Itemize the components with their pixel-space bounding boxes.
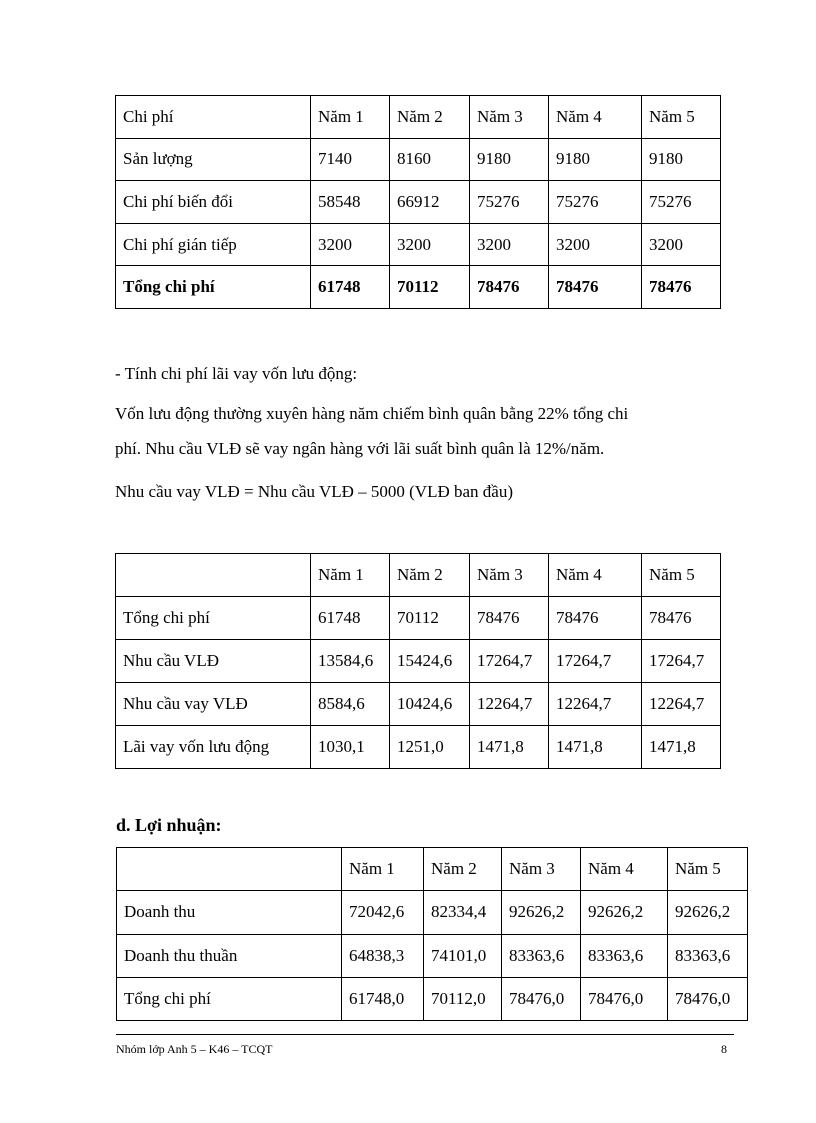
text-line: phí. Nhu cầu VLĐ sẽ vay ngân hàng với lãi suất bình quân là 12%/năm. [115,439,605,458]
table-cell: 1471,8 [549,726,642,769]
table-header-row [116,554,721,597]
header-cell: Năm 3 [470,96,549,139]
table-cell: 10424,6 [390,683,470,726]
table-cell: 61748 [311,266,390,309]
table-cell: 61748,0 [342,977,424,1020]
table-cell: Nhu cầu VLĐ [116,640,311,683]
table-cell: 1251,0 [390,726,470,769]
table-total-row [116,266,721,309]
table-row [116,597,721,640]
table-row [116,726,721,769]
table-cell: 75276 [470,181,549,224]
table-cell: 17264,7 [642,640,721,683]
table-cell: 92626,2 [502,891,581,934]
page-number: 8 [721,1042,727,1056]
table-cell: 78476,0 [581,977,668,1020]
table-cell: Chi phí gián tiếp [116,223,311,266]
table-cell: 9180 [470,138,549,181]
table-cell: 58548 [311,181,390,224]
table-cell: 3200 [470,223,549,266]
table-cell: 75276 [642,181,721,224]
table-cell: 75276 [549,181,642,224]
table-cell: 78476,0 [668,977,748,1020]
table-cell: 3200 [549,223,642,266]
table-cell: 12264,7 [642,683,721,726]
table-cell: 92626,2 [668,891,748,934]
table-cell: 83363,6 [581,934,668,977]
header-cell: Năm 5 [642,96,721,139]
table-cell: 1030,1 [311,726,390,769]
table-cell: 82334,4 [424,891,502,934]
table-row [116,683,721,726]
header-cell: Năm 1 [311,96,390,139]
table-row [116,181,721,224]
table-row [117,891,748,934]
table-cell: Sản lượng [116,138,311,181]
table-cell: 78476 [549,266,642,309]
table-cell: 17264,7 [470,640,549,683]
table-row [116,640,721,683]
cost-table [115,95,721,309]
loan-table [115,553,721,769]
header-cell: Năm 2 [424,848,502,891]
header-cell: Năm 4 [549,554,642,597]
table-cell: 83363,6 [502,934,581,977]
header-cell: Năm 1 [342,848,424,891]
header-cell: Năm 4 [549,96,642,139]
table-header-row [117,848,748,891]
table-cell: 61748 [311,597,390,640]
table-cell: Tổng chi phí [116,597,311,640]
table-cell: Doanh thu [117,891,342,934]
table-cell: Doanh thu thuần [117,934,342,977]
table-cell: 78476,0 [502,977,581,1020]
header-cell: Năm 2 [390,96,470,139]
table-header-row [116,96,721,139]
table-cell: 9180 [642,138,721,181]
table-cell: 78476 [470,266,549,309]
table-cell: 72042,6 [342,891,424,934]
table-cell: 92626,2 [581,891,668,934]
table-cell: 1471,8 [470,726,549,769]
table-cell: 13584,6 [311,640,390,683]
header-cell: Năm 2 [390,554,470,597]
text-line: - Tính chi phí lãi vay vốn lưu động: [115,364,358,383]
table-cell: 64838,3 [342,934,424,977]
table-cell: 9180 [549,138,642,181]
table-cell: 70112 [390,597,470,640]
table-cell: 7140 [311,138,390,181]
header-cell: Năm 1 [311,554,390,597]
header-cell: Chi phí [116,96,311,139]
table-cell: Chi phí biến đổi [116,181,311,224]
table-cell: Tổng chi phí [116,266,311,309]
table-cell: Lãi vay vốn lưu động [116,726,311,769]
profit-table [116,847,748,1021]
header-cell: Năm 3 [502,848,581,891]
table-cell: 78476 [642,597,721,640]
header-cell [117,848,342,891]
table-cell: 83363,6 [668,934,748,977]
table-cell: Nhu cầu vay VLĐ [116,683,311,726]
table-cell: 74101,0 [424,934,502,977]
table-cell: 17264,7 [549,640,642,683]
table-cell: 12264,7 [549,683,642,726]
text-line: Vốn lưu động thường xuyên hàng năm chiếm bình quân bằng 22% tổng chi [115,404,629,423]
header-cell: Năm 5 [668,848,748,891]
table-cell: 3200 [390,223,470,266]
section-heading: d. Lợi nhuận: [116,815,222,835]
table-cell: 78476 [549,597,642,640]
table-cell: 3200 [311,223,390,266]
table-cell: Tổng chi phí [117,977,342,1020]
table-cell: 12264,7 [470,683,549,726]
header-cell [116,554,311,597]
footer-text: Nhóm lớp Anh 5 – K46 – TCQT [116,1042,273,1056]
table-cell: 70112,0 [424,977,502,1020]
table-cell: 15424,6 [390,640,470,683]
table-row [116,223,721,266]
table-cell: 66912 [390,181,470,224]
table-row [117,977,748,1020]
header-cell: Năm 4 [581,848,668,891]
header-cell: Năm 3 [470,554,549,597]
table-cell: 3200 [642,223,721,266]
table-cell: 8584,6 [311,683,390,726]
table-cell: 70112 [390,266,470,309]
footer-divider [116,1034,734,1035]
table-cell: 78476 [642,266,721,309]
table-row [117,934,748,977]
table-cell: 78476 [470,597,549,640]
header-cell: Năm 5 [642,554,721,597]
table-cell: 1471,8 [642,726,721,769]
table-row [116,138,721,181]
table-cell: 8160 [390,138,470,181]
text-line: Nhu cầu vay VLĐ = Nhu cầu VLĐ – 5000 (VLĐ ban đầu) [115,482,513,501]
